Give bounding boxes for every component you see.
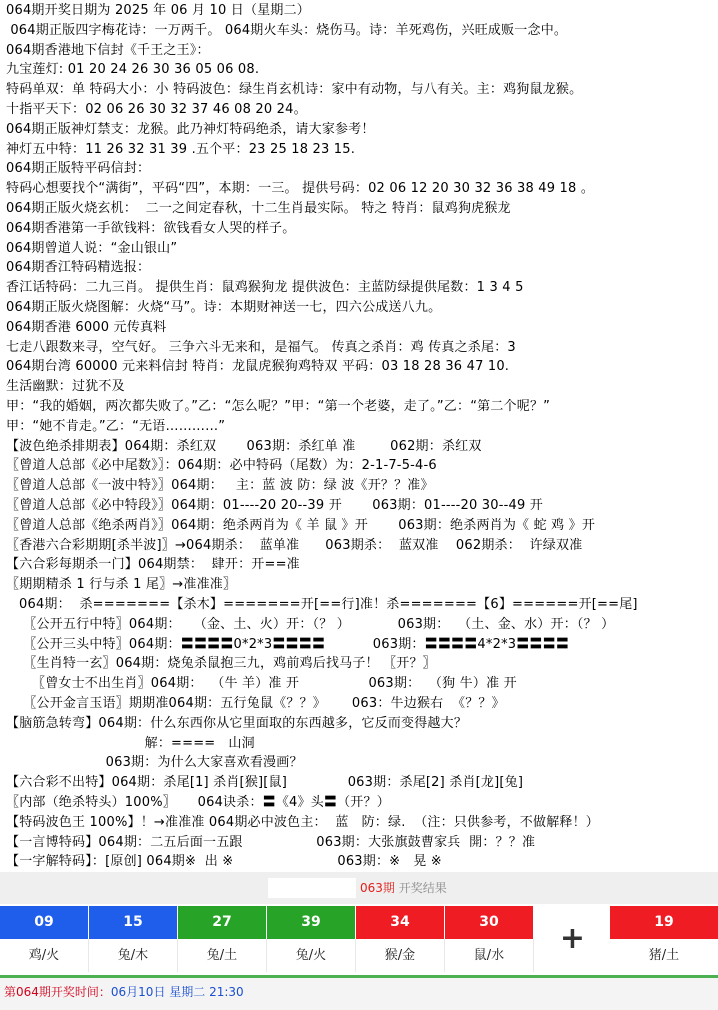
text-line: 【特码波色王 100%】！→准准准 064期必中波色主： 蓝 防：绿. （注：只供参考，不做解释！） (6, 814, 599, 830)
text-line: 064期曾道人说：“金山银山” (6, 240, 178, 256)
ball-special: 19 (610, 906, 718, 939)
text-line: 〖香港六合彩期期[杀半波]〗→064期杀： 蓝单准 063期杀： 蓝双准 062期杀： 许绿双准 (6, 537, 583, 553)
text-line: 〖曾道人总部《一波中特》〗064期： 主：蓝 波 防：绿 波《开？？准》 (6, 478, 434, 494)
text-line: 064期香港第一手欲钱料：欲钱看女人哭的样子。 (6, 220, 296, 236)
ball-6: 30 (445, 906, 533, 939)
zodiac-4: 兔/火 (267, 939, 356, 972)
ball-4: 39 (267, 906, 355, 939)
text-line: 解：==== 山洞 (6, 735, 255, 751)
text-line: 064期正版四字梅花诗：一万两千。 064期火车头：烧伤马。诗：羊死鸡伤，兴旺成贩一念中。 (6, 22, 568, 38)
text-line: 〖生肖特一玄〗064期：烧兔杀鼠抱三九，鸡前鸡后找马子！ 〖开？〗 (6, 656, 436, 672)
text-line: 【脑筋急转弯】064期：什么东西你从它里面取的东西越多，它反而变得越大？ (6, 715, 468, 731)
text-line: 064期： 杀=======【杀木】=======开[==行]准！杀=======【6】======开[==尾] (6, 597, 638, 612)
text-line: 十指平天下：02 06 26 30 32 37 46 08 20 24。 (6, 102, 307, 117)
text-line: 〖公开五行中特〗064期： （金、土、火）开：（？ ） 063期： （土、金、水）开：（？ ） (6, 616, 615, 632)
ball-5: 34 (356, 906, 444, 939)
text-line: 〖公开三头中特〗064期：〓〓〓〓0*2*3〓〓〓〓 063期：〓〓〓〓4*2*3〓〓〓〓 (6, 636, 570, 652)
text-line: 064期香港 6000 元传真料 (6, 319, 167, 335)
zodiac-6: 鼠/水 (445, 939, 534, 972)
ball-3: 27 (178, 906, 266, 939)
text-line: 特码心想要找个“满街”，平码“四”，本期：一三。 提供号码：02 06 12 20 30 32 36 38 49 18 。 (6, 181, 595, 197)
zodiac-1: 鸡/火 (0, 939, 89, 972)
text-line: 甲：“我的婚姻，两次都失败了。”乙：“怎么呢？”甲：“第一个老婆，走了。”乙：“第二个呢？” (6, 399, 551, 414)
plus-icon: + (559, 921, 586, 956)
text-line: 〖期期精杀 1 行与杀 1 尾〗→准准准〗 (6, 577, 237, 593)
text-line: 生活幽默：过犹不及 (6, 379, 125, 395)
text-line: 〖内部（绝杀特头）100%〗 064诀杀：〓《4》头〓（开？） (6, 795, 390, 810)
ball-1: 09 (0, 906, 88, 939)
zodiac-5: 猴/金 (356, 939, 445, 972)
text-line: 064期正版火烧图解：火烧“马”。诗：本期财神送一七，四六公成送八九。 (6, 300, 442, 315)
text-line: 〖曾道人总部《必中尾数》〗：064期：必中特码（尾数）为：2-1-7-5-4-6 (6, 458, 437, 474)
result-suffix: 开奖结果 (398, 881, 447, 895)
text-line: 七走八跟数来寻，空气好。 三争六斗无来和，是福气。 传真之杀肖：鸡 传真之杀尾：3 (6, 339, 516, 355)
zodiac-3: 兔/土 (178, 939, 267, 972)
ball-2: 15 (89, 906, 177, 939)
result-header (0, 872, 718, 904)
text-line: 神灯五中特：11 26 32 31 39 .五个平：23 25 18 23 15. (6, 141, 356, 157)
text-line: 【一字解特码】：[原创] 064期※ 出 ※ 063期：※ 晃 ※ (6, 854, 442, 870)
text-line: 064期开奖日期为 2025 年 06 月 10 日（星期二） (6, 3, 310, 18)
text-line: 香江话特码：二九三肖。 提供生肖：鼠鸡猴狗龙 提供波色：主蓝防绿提供尾数：1 3 4 5 (6, 280, 524, 296)
text-line: 064期正版特平码信封： (6, 161, 151, 177)
text-line: 〖公开金言玉语〗期期准064期：五行兔鼠《？？》 063：牛边猴右 《？？》 (6, 696, 505, 711)
text-line: 〖曾女士不出生肖〗064期： （牛 羊）准 开 063期： （狗 牛）准 开 (6, 676, 517, 692)
footer-datetime: 06月10日 星期二 21:30 (110, 985, 244, 999)
text-line: 九宝莲灯: 01 20 24 26 30 36 05 06 08. (6, 62, 260, 78)
zodiac-2: 兔/木 (89, 939, 178, 972)
footer-label: 第064期开奖时间： (4, 985, 111, 999)
result-search-box[interactable] (268, 878, 356, 898)
footer-draw-time (0, 975, 718, 1010)
text-line: 064期香江特码精选报： (6, 260, 151, 276)
result-title (360, 880, 447, 896)
text-line: 【六合彩每期杀一门】064期禁： 肆开：开==准 (6, 557, 300, 573)
text-line: 特码单双：单 特码大小：小 特码波色：绿生肖玄机诗：家中有动物，与八有关。主：鸡狗鼠龙猴。 (6, 82, 583, 98)
text-line: 【波色绝杀排期表】064期：杀红双 063期：杀红单 准 062期：杀红双 (6, 438, 482, 454)
text-line: 064期正版神灯禁支：龙猴。此乃神灯特码绝杀，请大家参考！ (6, 121, 375, 137)
zodiac-special: 猪/土 (610, 939, 718, 972)
text-line: 063期：为什么大家喜欢看漫画？ (6, 755, 303, 771)
result-period: 063期 (360, 881, 395, 895)
text-line: 〖曾道人总部《必中特段》〗064期：01----20 20--39 开 063期：01----20 30--49 开 (6, 498, 544, 513)
text-line: 【六合彩不出特】064期：杀尾[1] 杀肖[猴][鼠] 063期：杀尾[2] 杀肖[龙][兔] (6, 775, 524, 791)
text-line: 〖曾道人总部《绝杀两肖》〗064期：绝杀两肖为《 羊 鼠 》开 063期：绝杀两肖为《 蛇 鸡 》开 (6, 517, 596, 533)
text-line: 064期正版火烧玄机： 二一之间定春秋，十二生肖最实际。 特之 特肖：鼠鸡狗虎猴龙 (6, 201, 511, 216)
text-line: 【一言博特码】064期：二五后面一五跟 063期：大张旗鼓曹家兵 開：？？准 (6, 834, 536, 850)
text-line: 甲：“她不肯走。”乙：“无语…………” (6, 418, 226, 434)
text-line: 064期香港地下信封《千王之王》： (6, 42, 210, 58)
text-line: 064期台湾 60000 元来料信封 特肖：龙鼠虎猴狗鸡特双 平码：03 18 28 36 47 10. (6, 359, 510, 375)
